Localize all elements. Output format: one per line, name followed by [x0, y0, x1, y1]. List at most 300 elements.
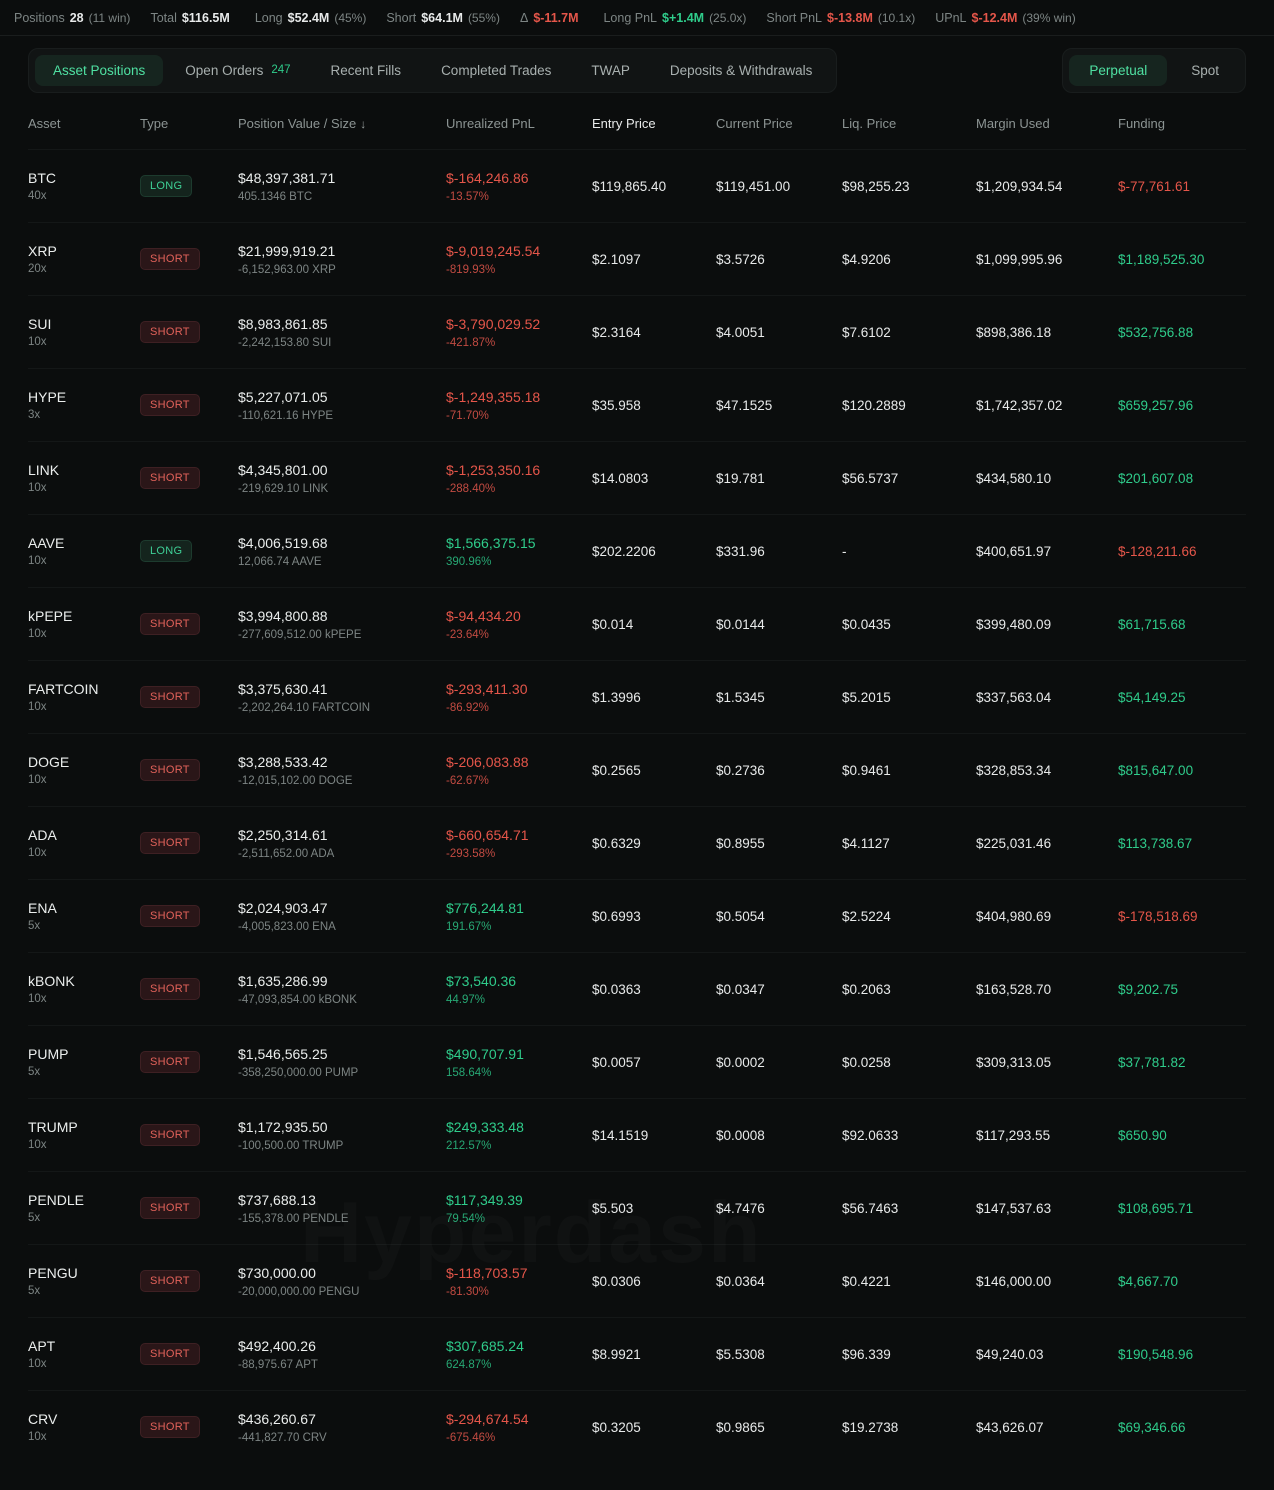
funding-value: $659,257.96 — [1118, 397, 1194, 413]
funding-value: $69,346.66 — [1118, 1419, 1186, 1435]
asset-symbol: ADA — [28, 827, 57, 843]
cell-asset[interactable] — [28, 223, 140, 296]
stat-value: 28 — [69, 10, 84, 25]
unrealized-pnl-value: $-206,083.88 — [446, 753, 529, 770]
col-current-price[interactable]: Current Price — [716, 116, 793, 131]
unrealized-pnl-value: $-3,790,029.52 — [446, 315, 541, 332]
asset-symbol: PENGU — [28, 1265, 78, 1281]
table-row[interactable] — [28, 1026, 1246, 1099]
cell-type — [140, 661, 238, 734]
table-row[interactable] — [28, 880, 1246, 953]
cell-asset[interactable] — [28, 296, 140, 369]
side-badge: SHORT — [140, 467, 200, 489]
position-value: $3,288,533.42 — [238, 753, 328, 770]
cell-entry-price: $0.0306 — [592, 1273, 641, 1289]
position-value: $730,000.00 — [238, 1264, 316, 1281]
sort-desc-icon: ↓ — [360, 117, 367, 131]
tab-label: Open Orders — [185, 62, 264, 78]
col-liq-price[interactable]: Liq. Price — [842, 116, 897, 131]
cell-liq-price: $2.5224 — [842, 908, 891, 924]
cell-asset[interactable] — [28, 880, 140, 953]
funding-value: $-178,518.69 — [1118, 908, 1198, 924]
position-value: $48,397,381.71 — [238, 169, 336, 186]
position-value: $2,250,314.61 — [238, 826, 328, 843]
cell-entry-price: $2.1097 — [592, 251, 641, 267]
asset-leverage: 10x — [28, 847, 47, 859]
cell-position-value — [238, 1026, 446, 1099]
position-size: -100,500.00 TRUMP — [238, 1139, 344, 1152]
cell-current-price: $4.0051 — [716, 324, 765, 340]
side-badge: LONG — [140, 175, 192, 197]
position-value: $1,546,565.25 — [238, 1045, 328, 1062]
asset-symbol: kPEPE — [28, 608, 73, 624]
funding-value: $815,647.00 — [1118, 762, 1194, 778]
unrealized-pnl-value: $1,566,375.15 — [446, 534, 536, 551]
unrealized-pnl-percent: -71.70% — [446, 409, 489, 422]
cell-position-value — [238, 734, 446, 807]
cell-entry-price: $202.2206 — [592, 543, 656, 559]
table-row[interactable] — [28, 442, 1246, 515]
cell-current-price: $47.1525 — [716, 397, 773, 413]
tab-label: Asset Positions — [53, 62, 146, 78]
table-row[interactable] — [28, 369, 1246, 442]
cell-unrealized-pnl — [446, 1099, 592, 1172]
cell-margin-used: $1,099,995.96 — [976, 251, 1063, 267]
cell-margin-used: $337,563.04 — [976, 689, 1052, 705]
cell-position-value — [238, 588, 446, 661]
stat-label: UPnL — [935, 10, 967, 25]
cell-type — [140, 1391, 238, 1464]
cell-liq-price: $7.6102 — [842, 324, 891, 340]
cell-funding — [1118, 1318, 1246, 1391]
cell-position-value — [238, 442, 446, 515]
cell-funding — [1118, 807, 1246, 880]
position-size: -12,015,102.00 DOGE — [238, 774, 353, 787]
cell-asset[interactable] — [28, 1026, 140, 1099]
cell-entry-price: $0.3205 — [592, 1419, 641, 1435]
unrealized-pnl-percent: -62.67% — [446, 774, 489, 787]
side-badge: SHORT — [140, 1197, 200, 1219]
stat-delta — [520, 11, 584, 25]
cell-current-price: $0.8955 — [716, 835, 765, 851]
cell-funding — [1118, 442, 1246, 515]
tab-twap[interactable] — [573, 55, 648, 86]
stat-label: Long PnL — [603, 10, 658, 25]
cell-position-value — [238, 1099, 446, 1172]
cell-liq-price: $0.2063 — [842, 981, 891, 997]
position-size: 12,066.74 AAVE — [238, 555, 322, 568]
cell-position-value — [238, 661, 446, 734]
table-row[interactable] — [28, 734, 1246, 807]
cell-type — [140, 1318, 238, 1391]
cell-liq-price: $4.1127 — [842, 835, 890, 851]
cell-type — [140, 588, 238, 661]
cell-asset[interactable] — [28, 588, 140, 661]
cell-funding — [1118, 1172, 1246, 1245]
cell-current-price: $0.0008 — [716, 1127, 765, 1143]
funding-value: $-128,211.66 — [1118, 543, 1197, 559]
asset-leverage: 10x — [28, 1358, 47, 1370]
cell-liq-price: $120.2889 — [842, 397, 906, 413]
cell-current-price: $0.5054 — [716, 908, 765, 924]
unrealized-pnl-percent: -819.93% — [446, 263, 496, 276]
unrealized-pnl-percent: 624.87% — [446, 1358, 492, 1371]
cell-current-price: $5.5308 — [716, 1346, 765, 1362]
unrealized-pnl-percent: -81.30% — [446, 1285, 489, 1298]
cell-liq-price: $4.9206 — [842, 251, 891, 267]
cell-funding — [1118, 515, 1246, 588]
cell-type — [140, 515, 238, 588]
cell-unrealized-pnl — [446, 1318, 592, 1391]
cell-liq-price: $0.0435 — [842, 616, 891, 632]
cell-asset[interactable] — [28, 807, 140, 880]
cell-funding — [1118, 588, 1246, 661]
cell-liq-price: $92.0633 — [842, 1127, 899, 1143]
tab-label: Deposits & Withdrawals — [669, 62, 813, 78]
position-value: $1,172,935.50 — [238, 1118, 328, 1135]
cell-current-price: $19.781 — [716, 470, 765, 486]
cell-type — [140, 1099, 238, 1172]
table-row[interactable] — [28, 807, 1246, 880]
cell-liq-price: $56.5737 — [842, 470, 899, 486]
cell-funding — [1118, 953, 1246, 1026]
unrealized-pnl-value: $-164,246.86 — [446, 169, 529, 186]
table-row[interactable] — [28, 661, 1246, 734]
side-badge: SHORT — [140, 1051, 200, 1073]
funding-value: $1,189,525.30 — [1118, 251, 1205, 267]
position-size: -88,975.67 APT — [238, 1358, 318, 1371]
tab-open-orders[interactable] — [167, 55, 308, 86]
cell-liq-price: $96.339 — [842, 1346, 891, 1362]
asset-symbol: AAVE — [28, 535, 65, 551]
side-badge: LONG — [140, 540, 192, 562]
stat-sub: (11 win) — [88, 10, 131, 25]
cell-unrealized-pnl — [446, 1391, 592, 1464]
cell-margin-used: $400,651.97 — [976, 543, 1052, 559]
mode-perpetual[interactable]: Perpetual — [1069, 55, 1167, 86]
col-unrealized-pnl[interactable]: Unrealized PnL — [446, 116, 535, 131]
cell-asset[interactable] — [28, 1391, 140, 1464]
cell-asset[interactable] — [28, 1245, 140, 1318]
unrealized-pnl-percent: 390.96% — [446, 555, 492, 568]
col-entry-price[interactable]: Entry Price — [592, 116, 656, 131]
cell-entry-price: $8.9921 — [592, 1346, 641, 1362]
unrealized-pnl-percent: -293.58% — [446, 847, 496, 860]
asset-leverage: 5x — [28, 920, 41, 932]
position-size: -2,511,652.00 ADA — [238, 847, 335, 860]
stat-sub: (39% win) — [1022, 10, 1076, 25]
position-size: -4,005,823.00 ENA — [238, 920, 336, 933]
cell-asset[interactable] — [28, 734, 140, 807]
market-mode-switch — [1062, 48, 1246, 93]
positions-table-wrap — [0, 104, 1274, 1464]
cell-entry-price: $35.958 — [592, 397, 641, 413]
side-badge: SHORT — [140, 613, 200, 635]
cell-current-price: $0.0002 — [716, 1054, 765, 1070]
side-badge: SHORT — [140, 248, 200, 270]
cell-unrealized-pnl — [446, 150, 592, 223]
position-size: 405.1346 BTC — [238, 190, 313, 203]
table-row[interactable] — [28, 1391, 1246, 1464]
cell-margin-used: $399,480.09 — [976, 616, 1052, 632]
table-row[interactable] — [28, 150, 1246, 223]
cell-current-price: $1.5345 — [716, 689, 765, 705]
cell-margin-used: $225,031.46 — [976, 835, 1052, 851]
funding-value: $61,715.68 — [1118, 616, 1186, 632]
cell-current-price: $0.0347 — [716, 981, 765, 997]
cell-funding — [1118, 369, 1246, 442]
col-asset[interactable]: Asset — [28, 116, 61, 131]
cell-margin-used: $146,000.00 — [976, 1273, 1052, 1289]
tabs-row — [0, 36, 1274, 104]
col-position-value[interactable] — [238, 104, 446, 150]
cell-margin-used: $43,626.07 — [976, 1419, 1044, 1435]
cell-unrealized-pnl — [446, 1172, 592, 1245]
unrealized-pnl-value: $73,540.36 — [446, 972, 517, 989]
tab-label: Completed Trades — [441, 62, 552, 78]
cell-position-value — [238, 807, 446, 880]
tab-completed-trades[interactable] — [423, 55, 569, 86]
table-row[interactable] — [28, 1099, 1246, 1172]
cell-margin-used: $898,386.18 — [976, 324, 1052, 340]
asset-leverage: 10x — [28, 336, 47, 348]
asset-leverage: 10x — [28, 482, 47, 494]
funding-value: $190,548.96 — [1118, 1346, 1194, 1362]
position-value: $8,983,861.85 — [238, 315, 328, 332]
unrealized-pnl-value: $117,349.39 — [446, 1191, 523, 1208]
col-type[interactable]: Type — [140, 116, 169, 131]
cell-current-price: $0.9865 — [716, 1419, 765, 1435]
cell-funding — [1118, 1391, 1246, 1464]
cell-funding — [1118, 296, 1246, 369]
stat-label: Δ — [519, 10, 529, 25]
cell-margin-used: $404,980.69 — [976, 908, 1052, 924]
position-size: -2,202,264.10 FARTCOIN — [238, 701, 371, 714]
unrealized-pnl-value: $-118,703.57 — [446, 1264, 528, 1281]
side-badge: SHORT — [140, 1416, 200, 1438]
table-row[interactable] — [28, 1245, 1246, 1318]
table-header — [28, 104, 1246, 150]
tab-label: Recent Fills — [330, 62, 402, 78]
cell-asset[interactable] — [28, 1172, 140, 1245]
cell-position-value — [238, 880, 446, 953]
table-body — [28, 150, 1246, 1464]
funding-value: $54,149.25 — [1118, 689, 1186, 705]
asset-positions-table — [28, 104, 1246, 1464]
table-row[interactable] — [28, 223, 1246, 296]
position-size: -6,152,963.00 XRP — [238, 263, 336, 276]
position-size: -155,378.00 PENDLE — [238, 1212, 349, 1225]
mode-spot[interactable]: Spot — [1191, 62, 1219, 78]
asset-leverage: 10x — [28, 628, 47, 640]
side-badge: SHORT — [140, 1270, 200, 1292]
unrealized-pnl-value: $490,707.91 — [446, 1045, 524, 1062]
side-badge: SHORT — [140, 321, 200, 343]
cell-position-value — [238, 296, 446, 369]
cell-position-value — [238, 223, 446, 296]
cell-entry-price: $0.014 — [592, 616, 634, 632]
position-value: $4,345,801.00 — [238, 461, 328, 478]
asset-symbol: HYPE — [28, 389, 67, 405]
table-row[interactable] — [28, 588, 1246, 661]
stat-sub: (45%) — [334, 10, 367, 25]
unrealized-pnl-percent: -23.64% — [446, 628, 489, 641]
side-badge: SHORT — [140, 394, 200, 416]
unrealized-pnl-value: $-294,674.54 — [446, 1410, 529, 1427]
asset-leverage: 5x — [28, 1212, 41, 1224]
cell-entry-price: $119,865.40 — [592, 178, 667, 194]
position-value: $5,227,071.05 — [238, 388, 328, 405]
cell-position-value — [238, 953, 446, 1026]
asset-leverage: 40x — [28, 190, 47, 202]
position-value: $2,024,903.47 — [238, 899, 328, 916]
stat-long — [255, 11, 367, 25]
cell-unrealized-pnl — [446, 807, 592, 880]
cell-entry-price: $2.3164 — [592, 324, 641, 340]
stat-upnl — [935, 11, 1076, 25]
asset-leverage: 10x — [28, 1431, 47, 1444]
asset-symbol: SUI — [28, 316, 52, 332]
cell-type — [140, 369, 238, 442]
stat-value: $+1.4M — [662, 10, 705, 25]
cell-liq-price: $0.4221 — [842, 1273, 891, 1289]
cell-margin-used: $49,240.03 — [976, 1346, 1044, 1362]
cell-current-price: $0.0364 — [716, 1273, 765, 1289]
unrealized-pnl-value: $-293,411.30 — [446, 680, 528, 697]
asset-symbol: CRV — [28, 1411, 58, 1428]
position-size: -277,609,512.00 kPEPE — [238, 628, 362, 641]
cell-unrealized-pnl — [446, 734, 592, 807]
cell-margin-used: $163,528.70 — [976, 981, 1052, 997]
cell-liq-price: $0.9461 — [842, 762, 891, 778]
cell-liq-price: $56.7463 — [842, 1200, 899, 1216]
unrealized-pnl-percent: -86.92% — [446, 701, 489, 714]
table-row[interactable] — [28, 296, 1246, 369]
asset-symbol: PENDLE — [28, 1192, 85, 1208]
cell-entry-price: $1.3996 — [592, 689, 641, 705]
position-size: -2,242,153.80 SUI — [238, 336, 332, 349]
stat-positions — [14, 11, 130, 25]
funding-value: $201,607.08 — [1118, 470, 1194, 486]
position-size: -110,621.16 HYPE — [238, 409, 334, 422]
col-funding[interactable]: Funding — [1118, 116, 1165, 131]
stat-total — [150, 11, 234, 25]
cell-asset[interactable] — [28, 1099, 140, 1172]
cell-current-price: $0.2736 — [716, 762, 765, 778]
cell-entry-price: $14.0803 — [592, 470, 649, 486]
position-size: -441,827.70 CRV — [238, 1431, 327, 1444]
cell-entry-price: $14.1519 — [592, 1127, 649, 1143]
asset-symbol: XRP — [28, 243, 57, 259]
unrealized-pnl-value: $-94,434.20 — [446, 607, 521, 624]
position-size: -358,250,000.00 PUMP — [238, 1066, 359, 1079]
cell-asset[interactable] — [28, 953, 140, 1026]
cell-asset[interactable] — [28, 515, 140, 588]
table-row[interactable] — [28, 953, 1246, 1026]
stat-label: Short PnL — [766, 10, 823, 25]
asset-symbol: TRUMP — [28, 1119, 78, 1135]
asset-leverage: 5x — [28, 1066, 41, 1078]
cell-asset[interactable] — [28, 661, 140, 734]
stat-short — [386, 11, 500, 25]
cell-type — [140, 734, 238, 807]
asset-leverage: 10x — [28, 1139, 47, 1151]
tab-recent-fills[interactable] — [313, 55, 420, 86]
stat-value: $64.1M — [421, 10, 463, 25]
cell-asset[interactable] — [28, 150, 140, 223]
table-row[interactable] — [28, 1318, 1246, 1391]
cell-funding — [1118, 1026, 1246, 1099]
side-badge: SHORT — [140, 832, 200, 854]
cell-type — [140, 296, 238, 369]
side-badge: SHORT — [140, 1343, 200, 1365]
tab-deposits-withdrawals[interactable] — [652, 55, 831, 86]
cell-liq-price: $5.2015 — [842, 689, 891, 705]
cell-entry-price: $0.0057 — [592, 1054, 641, 1070]
funding-value: $108,695.71 — [1118, 1200, 1194, 1216]
col-position-value-label: Position Value / Size — [238, 116, 357, 131]
cell-unrealized-pnl — [446, 880, 592, 953]
funding-value: $37,781.82 — [1118, 1054, 1186, 1070]
asset-symbol: ENA — [28, 900, 57, 916]
stat-sub: (55%) — [467, 10, 500, 25]
unrealized-pnl-value: $-660,654.71 — [446, 826, 529, 843]
asset-symbol: FARTCOIN — [28, 681, 99, 697]
asset-leverage: 10x — [28, 555, 47, 567]
cell-funding — [1118, 1245, 1246, 1318]
cell-type — [140, 442, 238, 515]
cell-type — [140, 150, 238, 223]
cell-margin-used: $434,580.10 — [976, 470, 1052, 486]
table-row[interactable] — [28, 1172, 1246, 1245]
unrealized-pnl-value: $249,333.48 — [446, 1118, 524, 1135]
cell-type — [140, 1245, 238, 1318]
unrealized-pnl-value: $776,244.81 — [446, 899, 524, 916]
cell-unrealized-pnl — [446, 296, 592, 369]
funding-value: $650.90 — [1118, 1127, 1167, 1143]
position-value: $436,260.67 — [238, 1410, 316, 1427]
position-size: -20,000,000.00 PENGU — [238, 1285, 360, 1298]
side-badge: SHORT — [140, 905, 200, 927]
col-margin-used[interactable]: Margin Used — [976, 116, 1050, 131]
tab-asset-positions[interactable] — [35, 55, 163, 86]
funding-value: $4,667.70 — [1118, 1273, 1179, 1289]
cell-entry-price: $0.6329 — [592, 835, 641, 851]
cell-funding — [1118, 1099, 1246, 1172]
asset-leverage: 10x — [28, 774, 47, 786]
cell-type — [140, 1172, 238, 1245]
cell-asset[interactable] — [28, 369, 140, 442]
cell-funding — [1118, 661, 1246, 734]
stat-sub: (25.0x) — [709, 10, 747, 25]
table-row[interactable] — [28, 515, 1246, 588]
cell-current-price: $0.0144 — [716, 616, 765, 632]
cell-funding — [1118, 734, 1246, 807]
stat-long-pnl — [603, 11, 746, 25]
cell-asset[interactable] — [28, 442, 140, 515]
stat-value: $-13.8M — [827, 10, 873, 25]
tab-group — [28, 48, 837, 93]
asset-leverage: 10x — [28, 993, 47, 1005]
position-value: $1,635,286.99 — [238, 972, 328, 989]
asset-symbol: APT — [28, 1338, 56, 1354]
cell-unrealized-pnl — [446, 953, 592, 1026]
cell-margin-used: $309,313.05 — [976, 1054, 1052, 1070]
asset-leverage: 3x — [28, 409, 41, 421]
cell-asset[interactable] — [28, 1318, 140, 1391]
stat-value: $52.4M — [287, 10, 330, 25]
unrealized-pnl-percent: 44.97% — [446, 993, 486, 1006]
